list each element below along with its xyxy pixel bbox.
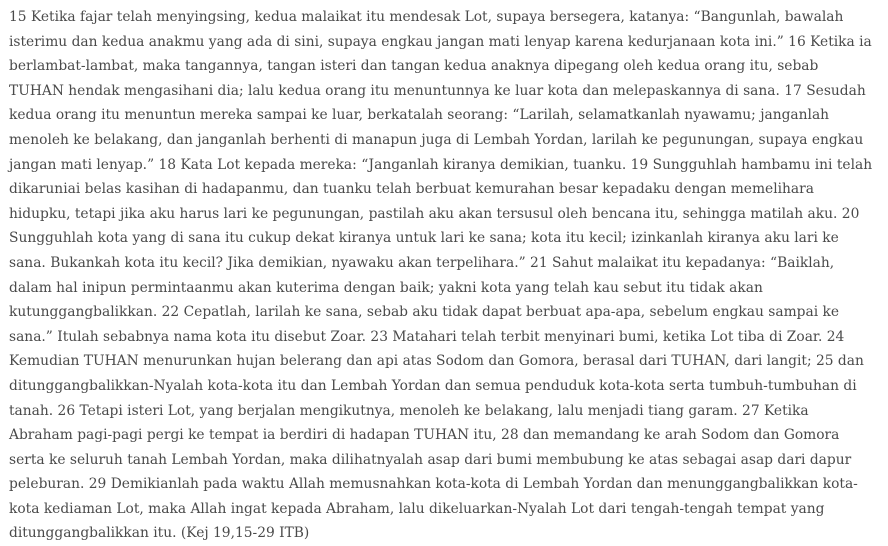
scripture-passage: 15 Ketika fajar telah menyingsing, kedua malaikat itu mendesak Lot, supaya bersegera, katanya: “Bangunlah, bawalah isterimu dan kedua anakmu yang ada di sini, supaya engkau jangan mati lenyap karena kedurjanaan kota ini.” 16 Ketika ia berlambat-lambat, maka tangannya, tangan isteri dan tangan kedua anaknya dipegang oleh kedua orang itu, sebab TUHAN hendak mengasihani dia; lalu kedua orang itu menuntunnya ke luar kota dan melepaskannya di sana. 17 Sesudah kedua orang itu menuntun mereka sampai ke luar, berkatalah seorang: “Larilah, selamatkanlah nyawamu; janganlah menoleh ke belakang, dan janganlah berhenti di manapun juga di Lembah Yordan, larilah ke pegunungan, supaya engkau jangan mati lenyap.” 18 Kata Lot kepada mereka: “Janganlah kiranya demikian, tuanku. 19 Sungguhlah hambamu ini telah dikaruniai belas kasihan di hadapanmu, dan tuanku telah berbuat kemurahan besar kepadaku dengan memelihara hidupku, tetapi jika aku harus lari ke pegunungan, pastilah aku akan tersusul oleh bencana itu, sehingga matilah aku. 20 Sungguhlah kota yang di sana itu cukup dekat kiranya untuk lari ke sana; kota itu kecil; izinkanlah kiranya aku lari ke sana. Bukankah kota itu kecil? Jika demikian, nyawaku akan terpelihara.” 21 Sahut malaikat itu kepadanya: “Baiklah, dalam hal inipun permintaanmu akan kuterima dengan baik; yakni kota yang telah kau sebut itu tidak akan kutunggangbalikkan. 22 Cepatlah, larilah ke sana, sebab aku tidak dapat berbuat apa-apa, sebelum engkau sampai ke sana.” Itulah sebabnya nama kota itu disebut Zoar. 23 Matahari telah terbit menyinari bumi, ketika Lot tiba di Zoar. 24 Kemudian TUHAN menurunkan hujan belerang dan api atas Sodom dan Gomora, berasal dari TUHAN, dari langit; 25 dan ditunggangbalikkan-Nyalah kota-kota itu dan Lembah Yordan dan semua penduduk kota-kota serta tumbuh-tumbuhan di tanah. 26 Tetapi isteri Lot, yang berjalan mengikutnya, menoleh ke belakang, lalu menjadi tiang garam. 27 Ketika Abraham pagi-pagi pergi ke tempat ia berdiri di hadapan TUHAN itu, 28 dan memandang ke arah Sodom dan Gomora serta ke seluruh tanah Lembah Yordan, maka dilihatnyalah asap dari bumi membubung ke atas sebagai asap dari dapur peleburan. 29 Demikianlah pada waktu Allah memusnahkan kota-kota di Lembah Yordan dan menunggangbalikkan kota-kota kediaman Lot, maka Allah ingat kepada Abraham, lalu dikeluarkan-Nyalah Lot dari tengah-tengah tempat yang ditunggangbalikkan itu. (Kej 19,15-29 ITB) <box>9 9 873 542</box>
